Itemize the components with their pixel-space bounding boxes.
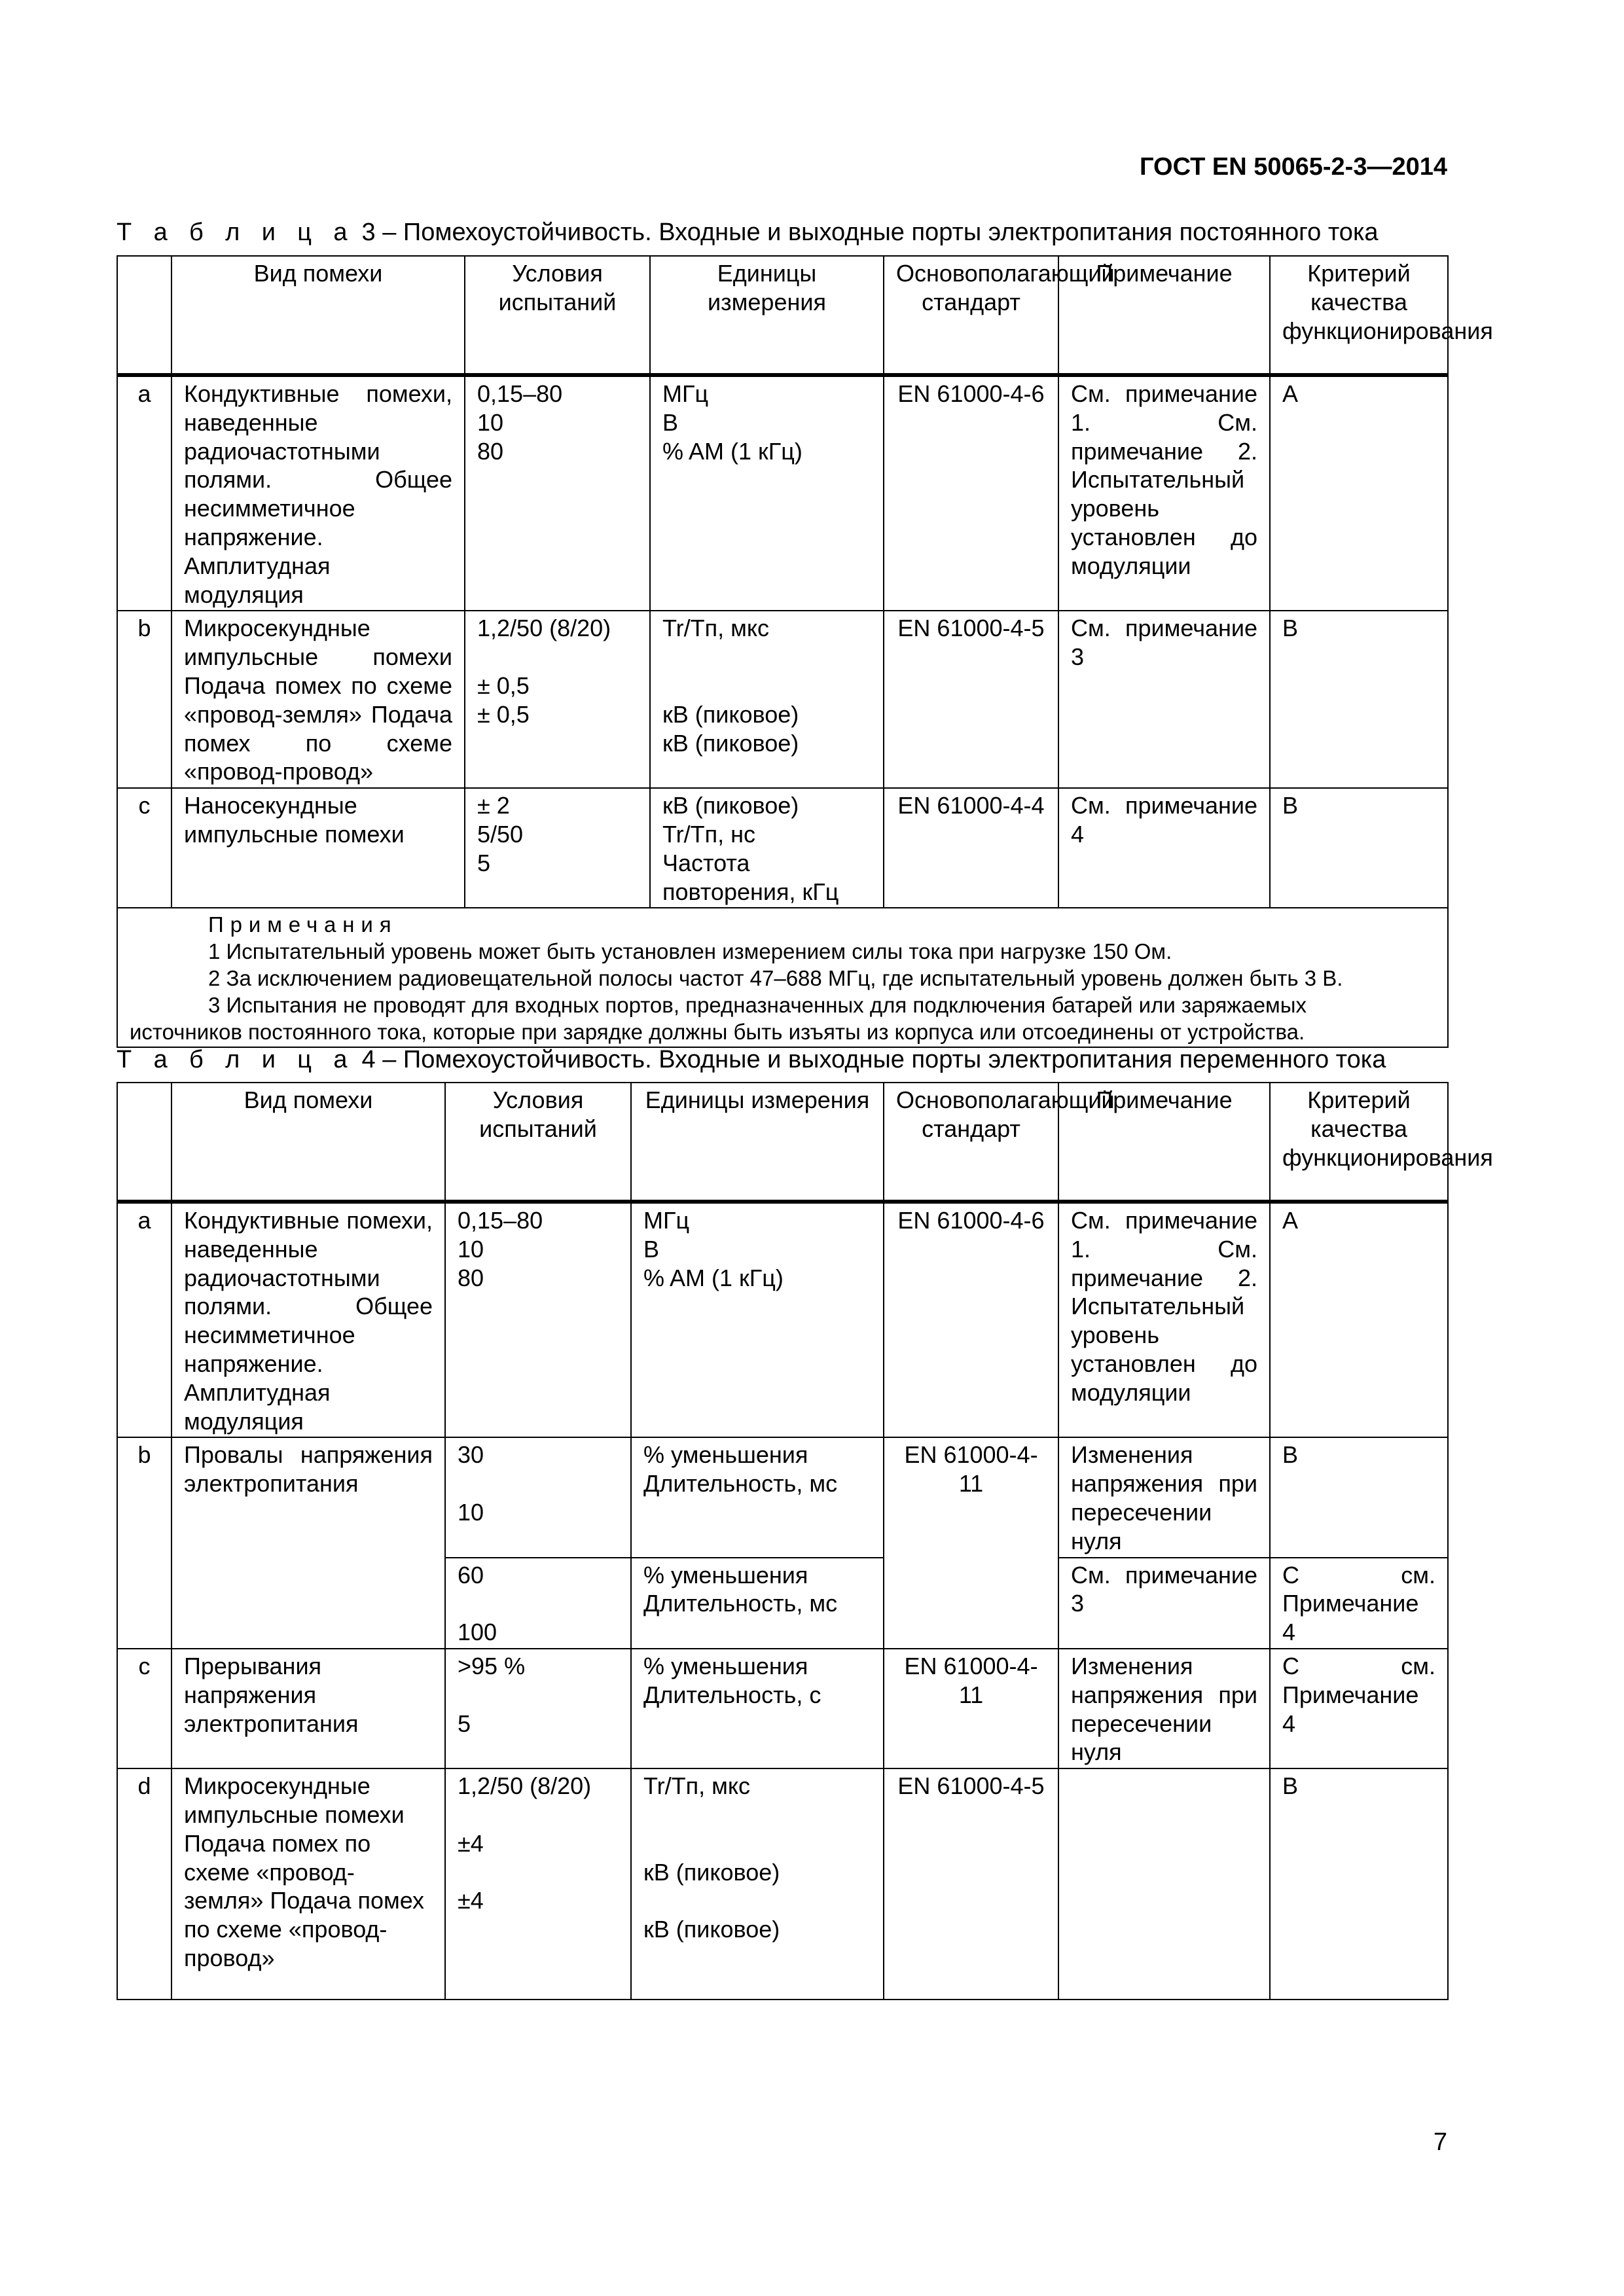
table3-header-note: Примечание	[1058, 256, 1270, 375]
test-conditions	[445, 1649, 631, 1768]
performance-criterion: B	[1270, 1437, 1448, 1557]
table3-notes	[117, 908, 1448, 1047]
table4-header-standard: Основополагающий стандарт	[884, 1083, 1058, 1202]
measurement-units	[631, 1558, 884, 1649]
unit-value: В	[643, 1235, 660, 1263]
table3-notes-row	[117, 908, 1448, 1047]
table4-caption-text: 4 – Помехоустойчивость. Входные и выходные порты электропитания переменного тока	[354, 1046, 1386, 1073]
unit-value: кВ (пиковое)	[662, 700, 799, 728]
condition-value: 10	[458, 1235, 484, 1263]
disturbance-type: Микросекундные импульсные помехи Подача помех по схеме «провод-земля» Подача помех по схеме «провод-провод»	[171, 611, 465, 788]
condition-value: ± 0,5	[477, 672, 530, 699]
remark	[1058, 1768, 1270, 2000]
unit-value: Длительность, мс	[643, 1590, 838, 1617]
table-row	[117, 611, 1448, 788]
table4-caption	[117, 1045, 1386, 1075]
test-conditions	[445, 1768, 631, 2000]
unit-value: Длительность, с	[643, 1681, 821, 1708]
measurement-units	[631, 1202, 884, 1437]
condition-value: 30	[458, 1441, 484, 1469]
basic-standard: EN 61000-4-6	[884, 375, 1058, 611]
unit-value: В	[662, 408, 679, 436]
row-id: b	[117, 1437, 171, 1649]
disturbance-type: Кондуктивные помехи, наведенные радиочастотными полями. Общее несимметичное напряжение. Амплитудная модуляция	[171, 1202, 445, 1437]
table3-header-criterion: Критерий качества функционирования	[1270, 256, 1448, 375]
condition-value: 80	[458, 1264, 484, 1291]
test-conditions	[445, 1202, 631, 1437]
test-conditions	[445, 1558, 631, 1649]
disturbance-type: Наносекундные импульсные помехи	[171, 788, 465, 908]
table3-caption	[117, 217, 1379, 247]
remark: См. примечание 1. См. примечание 2. Испытательный уровень установлен до модуляции	[1058, 375, 1270, 611]
unit-value: % AM (1 кГц)	[662, 437, 803, 465]
table4	[117, 1082, 1493, 2000]
unit-value: МГц	[662, 380, 709, 407]
document-header: ГОСТ EN 50065-2-3—2014	[1140, 153, 1447, 181]
measurement-units	[650, 788, 884, 908]
row-id: c	[117, 788, 171, 908]
table4-header-note: Примечание	[1058, 1083, 1270, 1202]
table3-header-type: Вид помехи	[171, 256, 465, 375]
condition-value: 100	[458, 1619, 497, 1646]
condition-value: ± 2	[477, 792, 510, 819]
unit-value: Частота повторения, кГц	[662, 849, 839, 905]
test-conditions	[465, 611, 650, 788]
basic-standard: EN 61000-4-11	[884, 1649, 1058, 1768]
table-row	[117, 1202, 1448, 1437]
table4-header-type: Вид помехи	[171, 1083, 445, 1202]
unit-value: кВ (пиковое)	[662, 729, 799, 757]
condition-value: 60	[458, 1561, 484, 1588]
unit-value: кВ (пиковое)	[662, 792, 799, 819]
remark: Изменения напряжения при пересечении нуля	[1058, 1649, 1270, 1768]
table-row	[117, 1649, 1448, 1768]
condition-value: ± 0,5	[477, 700, 530, 728]
note-item: 2 За исключением радиовещательной полосы частот 47–688 МГц, где испытательный уровень должен быть 3 В.	[208, 966, 1343, 991]
disturbance-type: Микросекундные импульсные помехи Подача помех по схеме «провод-земля» Подача помех по схеме «провод-провод»	[171, 1768, 445, 2000]
test-conditions	[465, 788, 650, 908]
condition-value: 0,15–80	[477, 380, 563, 407]
table-row	[117, 1437, 1448, 1557]
condition-value: >95 %	[458, 1652, 526, 1679]
basic-standard: EN 61000-4-11	[884, 1437, 1058, 1649]
row-id: a	[117, 375, 171, 611]
table4-header-units: Единицы измерения	[631, 1083, 884, 1202]
remark: См. примечание 3	[1058, 1558, 1270, 1649]
note-item: источников постоянного тока, которые при зарядке должны быть изъяты из корпуса или отсоединены от устройства.	[130, 1020, 1305, 1045]
unit-value: Tr/Tп, мкс	[662, 615, 770, 642]
row-id: d	[117, 1768, 171, 2000]
condition-value: 80	[477, 437, 504, 465]
notes-title: Примечания	[208, 912, 398, 937]
performance-criterion: B	[1270, 1768, 1448, 2000]
row-id: a	[117, 1202, 171, 1437]
measurement-units	[631, 1768, 884, 2000]
unit-value: кВ (пиковое)	[643, 1916, 780, 1943]
performance-criterion: B	[1270, 788, 1448, 908]
test-conditions	[445, 1437, 631, 1557]
table3-caption-text: 3 – Помехоустойчивость. Входные и выходные порты электропитания постоянного тока	[354, 219, 1379, 246]
table3-caption-prefix: Т а б л и ц а	[117, 219, 355, 246]
row-id: b	[117, 611, 171, 788]
measurement-units	[631, 1437, 884, 1557]
unit-value: Tr/Tп, нс	[662, 820, 756, 848]
basic-standard: EN 61000-4-5	[884, 611, 1058, 788]
measurement-units	[631, 1649, 884, 1768]
performance-criterion: A	[1270, 375, 1448, 611]
table3	[117, 255, 1493, 1048]
remark: См. примечание 1. См. примечание 2. Испытательный уровень установлен до модуляции	[1058, 1202, 1270, 1437]
unit-value: Длительность, мс	[643, 1470, 838, 1498]
remark: См. примечание 3	[1058, 611, 1270, 788]
disturbance-type: Кондуктивные помехи, наведенные радиочастотными полями. Общее несимметичное напряжение. Амплитудная модуляция	[171, 375, 465, 611]
condition-value: 10	[458, 1498, 484, 1526]
measurement-units	[650, 375, 884, 611]
performance-criterion: B	[1270, 611, 1448, 788]
condition-value: ±4	[458, 1829, 484, 1857]
table4-header-row	[117, 1083, 1448, 1202]
table3-header-conditions: Условия испытаний	[465, 256, 650, 375]
basic-standard: EN 61000-4-4	[884, 788, 1058, 908]
table4-header-conditions: Условия испытаний	[445, 1083, 631, 1202]
unit-value: МГц	[643, 1207, 690, 1234]
basic-standard: EN 61000-4-6	[884, 1202, 1058, 1437]
condition-value: ±4	[458, 1887, 484, 1914]
disturbance-type: Провалы напряжения электропитания	[171, 1437, 445, 1649]
table4-header-criterion: Критерий качества функционирования	[1270, 1083, 1448, 1202]
table-row	[117, 375, 1448, 611]
performance-criterion: C см. Примечание 4	[1270, 1649, 1448, 1768]
unit-value: % уменьшения	[643, 1441, 808, 1469]
test-conditions	[465, 375, 650, 611]
table3-header-standard: Основополагающий стандарт	[884, 256, 1058, 375]
table-row	[117, 788, 1448, 908]
condition-value: 0,15–80	[458, 1207, 543, 1234]
performance-criterion: C см. Примечание 4	[1270, 1558, 1448, 1649]
page-number: 7	[1433, 2128, 1447, 2156]
unit-value: % уменьшения	[643, 1561, 808, 1588]
table4-caption-prefix: Т а б л и ц а	[117, 1046, 355, 1073]
basic-standard: EN 61000-4-5	[884, 1768, 1058, 2000]
remark: Изменения напряжения при пересечении нуля	[1058, 1437, 1270, 1557]
remark: См. примечание 4	[1058, 788, 1270, 908]
note-item: 1 Испытательный уровень может быть установлен измерением силы тока при нагрузке 150 Ом.	[208, 939, 1172, 964]
table4-header-id	[117, 1083, 171, 1202]
table-row	[117, 1768, 1448, 2000]
unit-value: % AM (1 кГц)	[643, 1264, 784, 1291]
table3-header-row	[117, 256, 1448, 375]
condition-value: 1,2/50 (8/20)	[458, 1772, 592, 1800]
table3-header-units: Единицы измерения	[650, 256, 884, 375]
condition-value: 5	[477, 849, 491, 876]
condition-value: 10	[477, 408, 504, 436]
measurement-units	[650, 611, 884, 788]
table3-header-id	[117, 256, 171, 375]
performance-criterion: A	[1270, 1202, 1448, 1437]
unit-value: % уменьшения	[643, 1652, 808, 1679]
unit-value: кВ (пиковое)	[643, 1858, 780, 1886]
unit-value: Tr/Tп, мкс	[643, 1772, 751, 1800]
note-item: 3 Испытания не проводят для входных портов, предназначенных для подключения батарей или заряжаемых	[208, 993, 1307, 1018]
disturbance-type: Прерывания напряжения электропитания	[171, 1649, 445, 1768]
condition-value: 5	[458, 1710, 471, 1737]
row-id: c	[117, 1649, 171, 1768]
condition-value: 1,2/50 (8/20)	[477, 615, 611, 642]
condition-value: 5/50	[477, 820, 524, 848]
